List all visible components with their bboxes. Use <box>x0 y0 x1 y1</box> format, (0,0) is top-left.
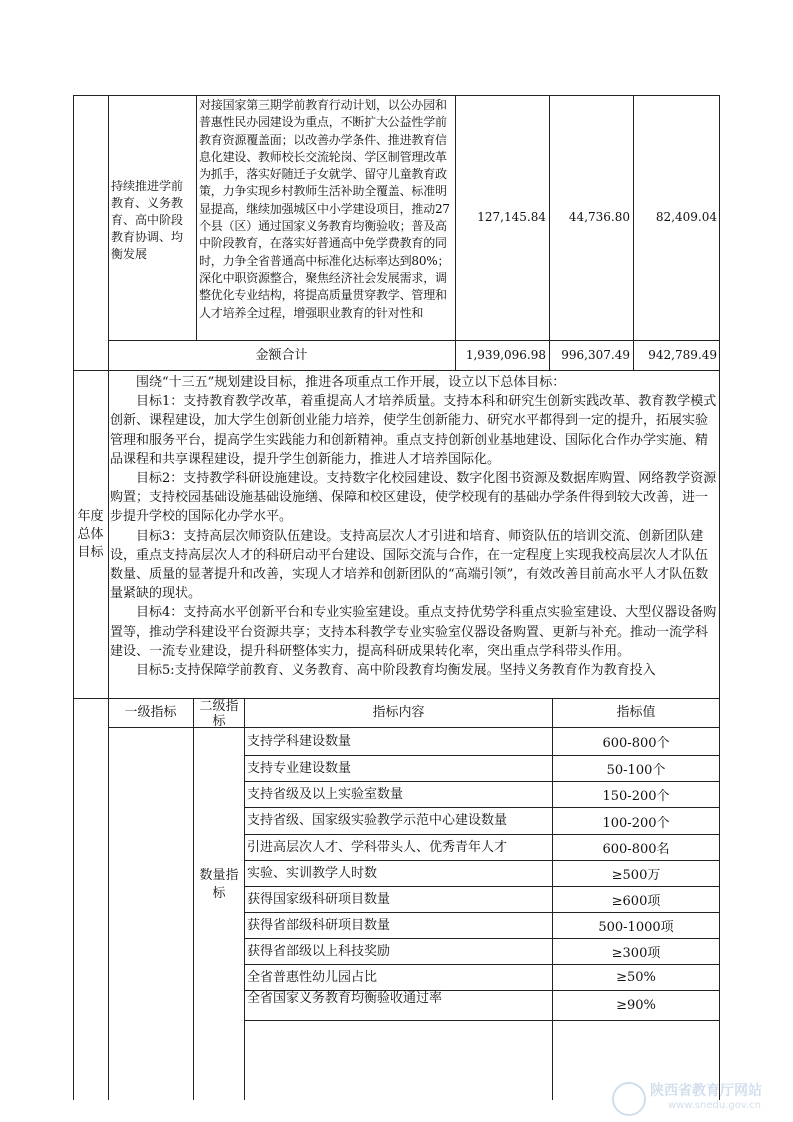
indicator-value: 600-800个 <box>602 736 670 751</box>
indicator-content: 全省国家义务教育均衡验收通过率 <box>247 991 443 1006</box>
project-amount-1: 44,736.80 <box>568 210 630 224</box>
goal-2: 目标2：支持教学科研设施建设。支持数字化校园建设、数字化图书资源及数据库购置、网络教学资源购置；支持校园基础设施基础设施缮、保障和校区建设，使学校现有的基础办学条件得到较大改善，进一步提升学校的国际化办学水平。 <box>110 471 717 525</box>
indicator-value: 100-200个 <box>602 815 670 831</box>
goals-text <box>110 373 717 698</box>
sum-amount-1: 996,307.49 <box>561 348 630 362</box>
indicator-content: 支持学科建设数量 <box>247 734 352 749</box>
indicator-value: ≥600项 <box>611 894 661 909</box>
indicator-group-quantity: 数量指标 <box>199 868 239 901</box>
indicator-value: 500-1000项 <box>598 920 674 935</box>
project-description: 对接国家第三期学前教育行动计划，以公办园和普惠性民办园建设为重点，不断扩大公益性学前教育资源覆盖面；以改善办学条件、推进教育信息化建设、教师校长交流轮岗、学区制管理改革为抓手，落实好随迁子女就学、留守儿童教育政策，力争实现乡村教师生活补助全覆盖、标准明显提高，继续加强城区中小学建设项目，推动27个县（区）通过国家义务教育均衡验收；普及高中阶段教育，在落实好普通高中免学费教育的同时，力争全省普通高中标准化达标率达到80%；深化中职资源整合，聚焦经济社会发展需求，调整优化专业结构，将提高质量贯穿教学、管理和人才培养全过程，增强职业教育的针对性和 <box>199 98 450 320</box>
sum-label: 金额合计 <box>255 347 308 363</box>
indicator-content: 支持省级及以上实验室数量 <box>247 787 404 802</box>
indicator-value: ≥50% <box>616 970 656 985</box>
goal-4: 目标4：支持高水平创新平台和专业实验室建设。重点支持优势学科重点实验室建设、大型仪器设备购置等，推动学科建设平台资源共享；支持本科教学专业实验室仪器设备购置、更新与补充。推动一流学科建设、一流专业建设，提升科研整体实力，提高科研成果转化率，突出重点学科带头作用。 <box>110 605 717 659</box>
project-amount-2: 82,409.04 <box>655 210 717 224</box>
indicator-content: 支持专业建设数量 <box>247 761 352 776</box>
sum-total: 1,939,096.98 <box>465 348 546 362</box>
header-value: 指标值 <box>616 705 656 720</box>
indicator-value: ≥90% <box>616 998 656 1013</box>
goal-5: 目标5:支持保障学前教育、义务教育、高中阶段教育均衡发展。坚持义务教育作为教育投入 <box>136 663 656 679</box>
project-total: 127,145.84 <box>477 210 546 224</box>
indicator-value: ≥500万 <box>611 868 661 883</box>
indicator-value: 50-100个 <box>606 763 666 778</box>
indicator-content: 全省普惠性幼儿园占比 <box>247 970 378 985</box>
indicator-content: 实验、实训教学人时数 <box>247 866 378 881</box>
project-name: 持续推进学前教育、义务教育、高中阶段教育协调、均衡发展 <box>111 179 184 261</box>
indicator-value: 600-800名 <box>602 842 670 857</box>
indicator-content: 引进高层次人才、学科带头人、优秀青年人才 <box>247 840 508 855</box>
watermark-url: www.snedu.gov.cn <box>668 1100 761 1111</box>
indicator-content: 获得国家级科研项目数量 <box>247 892 391 907</box>
goal-3: 目标3：支持高层次师资队伍建设。支持高层次人才引进和培育、师资队伍的培训交流、创新团队建设，重点支持高层次人才的科研启动平台建设、国际交流与合作，在一定程度上实现我校高层次人才队伍数量、质量的显著提升和改善，实现人才培养和创新团队的“高端引领”，有效改善目前高水平人才队伍数量紧缺的现状。 <box>110 528 709 602</box>
sum-amount-2: 942,789.49 <box>648 348 717 362</box>
header-level1: 一级指标 <box>124 705 177 720</box>
header-level2: 二级指标 <box>199 699 239 727</box>
watermark-name: 陕西省教育厅网站 <box>650 1083 762 1099</box>
goal-1: 目标1：支持教育教学改革，着重提高人才培养质量。支持本科和研究生创新实践改革、教育教学模式创新、课程建设，加大学生创新创业能力培养，使学生创新能力、研究水平都得到一定的提升，拓展实验管理和服务平台，提高学生实践能力和创新精神。重点支持创新创业基地建设、国际化合作办学实施、精品课程和共享课程建设，提升学生创新能力，推进人才培养国际化。 <box>110 394 717 467</box>
header-content: 指标内容 <box>372 705 425 720</box>
indicator-value: ≥300项 <box>611 946 661 961</box>
watermark-logo-icon <box>612 1082 646 1116</box>
indicator-content: 获得省部级科研项目数量 <box>247 918 391 933</box>
indicator-content: 获得省部级以上科技奖励 <box>247 944 391 959</box>
indicator-value: 150-200个 <box>602 789 670 804</box>
indicator-content: 支持省级、国家级实验教学示范中心建设数量 <box>247 813 508 828</box>
goals-label: 年度总体目标 <box>77 509 104 560</box>
goals-intro: 围绕“十三五”规划建设目标，推进各项重点工作开展，设立以下总体目标： <box>136 375 566 390</box>
